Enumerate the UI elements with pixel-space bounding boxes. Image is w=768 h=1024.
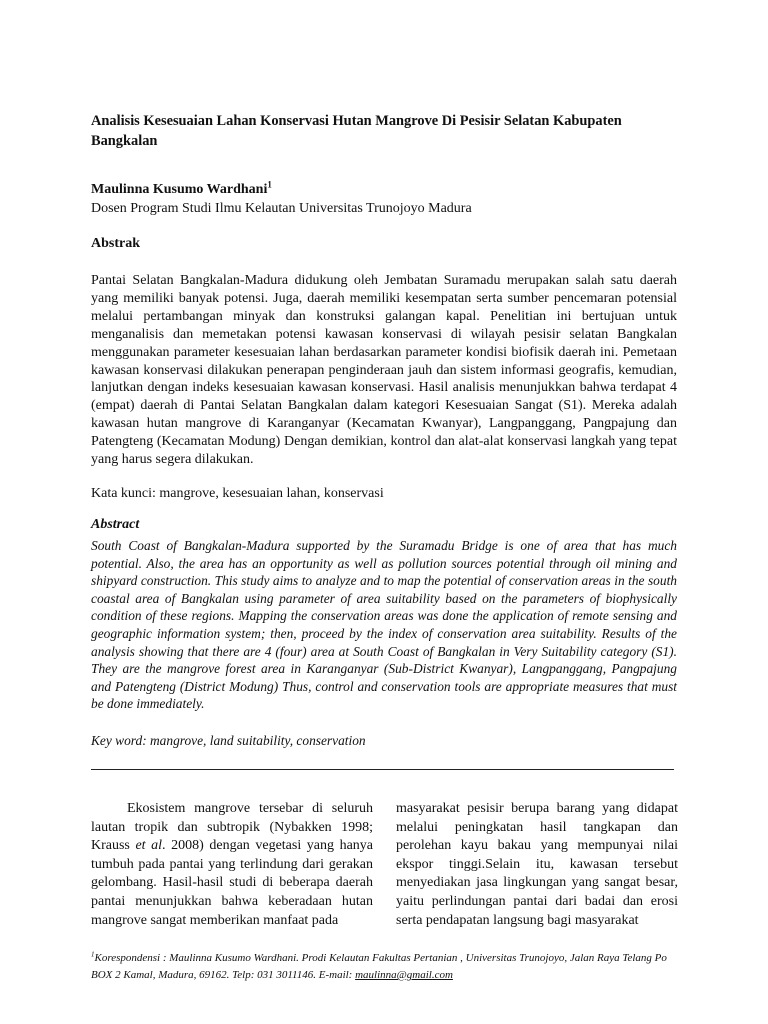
abstrak-body: Pantai Selatan Bangkalan-Madura didukung oleh Jembatan Suramadu merupakan salah satu daerah yang memiliki banyak potensi. Juga, daerah memiliki kesempatan serta sumber pencemaran potensial melalui pertambangan minyak dan konstruksi galangan kapal. Penelitian ini bertujuan untuk menganalisis dan memetakan potensi kawasan konservasi di wilayah pesisir selatan Bangkalan menggunakan parameter kesesuaian lahan berdasarkan parameter kondisi biofisik daerah ini. Pemetaan kawasan konservasi dilakukan penerapan penginderaan jauh dan sistem informasi geografis, kemudian, lanjutkan dengan indeks kesesuaian kawasan konservasi. Hasil analisis menunjukkan bahwa terdapat 4 (empat) daerah di Pantai Selatan Bangkalan dalam kategori Kesesuaian Sangat (S1). Mereka adalah kawasan hutan mangrove di Karanganyar (Kecamatan Kwanyar), Langpanggang, Pangpajung dan Patengteng (Kecamatan Modung) Dengan demikian, kontrol dan alat-alat konservasi langkah yang tepat yang harus segera dilakukan. [91,273,677,468]
footnote-text: Korespondensi : Maulinna Kusumo Wardhani. Prodi Kelautan Fakultas Pertanian , Universitas Trunojoyo, Jalan Raya Telang Po BOX 2 Kamal, Madura, 69162. Telp: 031 3011146. E-mail: [91,952,667,981]
abstract-heading: Abstract [91,517,140,532]
paper-title: Analisis Kesesuaian Lahan Konservasi Hutan Mangrove Di Pesisir Selatan Kabupaten Bangkalan [91,113,622,149]
footnote-marker: 1 [91,950,95,959]
section-divider [91,769,674,770]
intro-column-left [91,800,373,930]
abstract-keywords: Key word: mangrove, land suitability, conservation [91,733,366,748]
intro-left-part1: Ekosistem mangrove tersebar di seluruh lautan tropik dan subtropik (Nybakken 1998; Krauss [91,801,373,854]
abstract-body: South Coast of Bangkalan-Madura supported by the Suramadu Bridge is one of area that has much potential. Also, the area has an opportunity as well as pollution sources potential through oil mining and shipyard construction. This study aims to analyze and to map the potential of conservation areas in the south coastal area of Bangkalan using parameter of area suitability based on the parameters of biophysically condition of these regions. Mapping the conservation areas was done the application of remote sensing and geographic information system; then, proceed by the index of conservation area suitability. Results of the analysis showing that there are 4 (four) area at South Coast of Bangkalan in Very Suitability category (S1). They are the mangrove forest area in Karanganyar (Sub-District Kwanyar), Langpanggang, Pangpajung and Patengteng (District Modung) Thus, control and conservation tools are appropriate measures that must be done immediately. [91,538,677,712]
footnote [91,950,681,984]
author-name-text: Maulinna Kusumo Wardhani [91,182,268,197]
author-affiliation: Dosen Program Studi Ilmu Kelautan Universitas Trunojoyo Madura [91,201,472,216]
author-footnote-marker: 1 [267,179,272,190]
intro-left-etal: et al [135,838,163,854]
abstrak-heading: Abstrak [91,236,141,251]
intro-left-part2: . 2008) dengan vegetasi yang hanya tumbuh pada pantai yang terlindung dari gerakan gelombang. Hasil-hasil studi di beberapa daerah pantai menunjukkan bahwa keberadaan hutan mangrove sangat memberikan manfaat pada [91,838,374,928]
kata-kunci: Kata kunci: mangrove, kesesuaian lahan, konservasi [91,486,384,501]
intro-column-right: masyarakat pesisir berupa barang yang didapat melalui peningkatan hasil tangkapan dan perolehan kayu bakau yang mempunyai nilai ekspor tinggi.Selain itu, kawasan tersebut menyediakan jasa lingkungan yang sangat besar, yaitu perlindungan pantai dari badai dan erosi serta pendapatan langsung bagi masyarakat [396,801,678,928]
footnote-email-link[interactable]: maulinna@gmail.com [355,969,453,981]
author-name [91,181,272,199]
